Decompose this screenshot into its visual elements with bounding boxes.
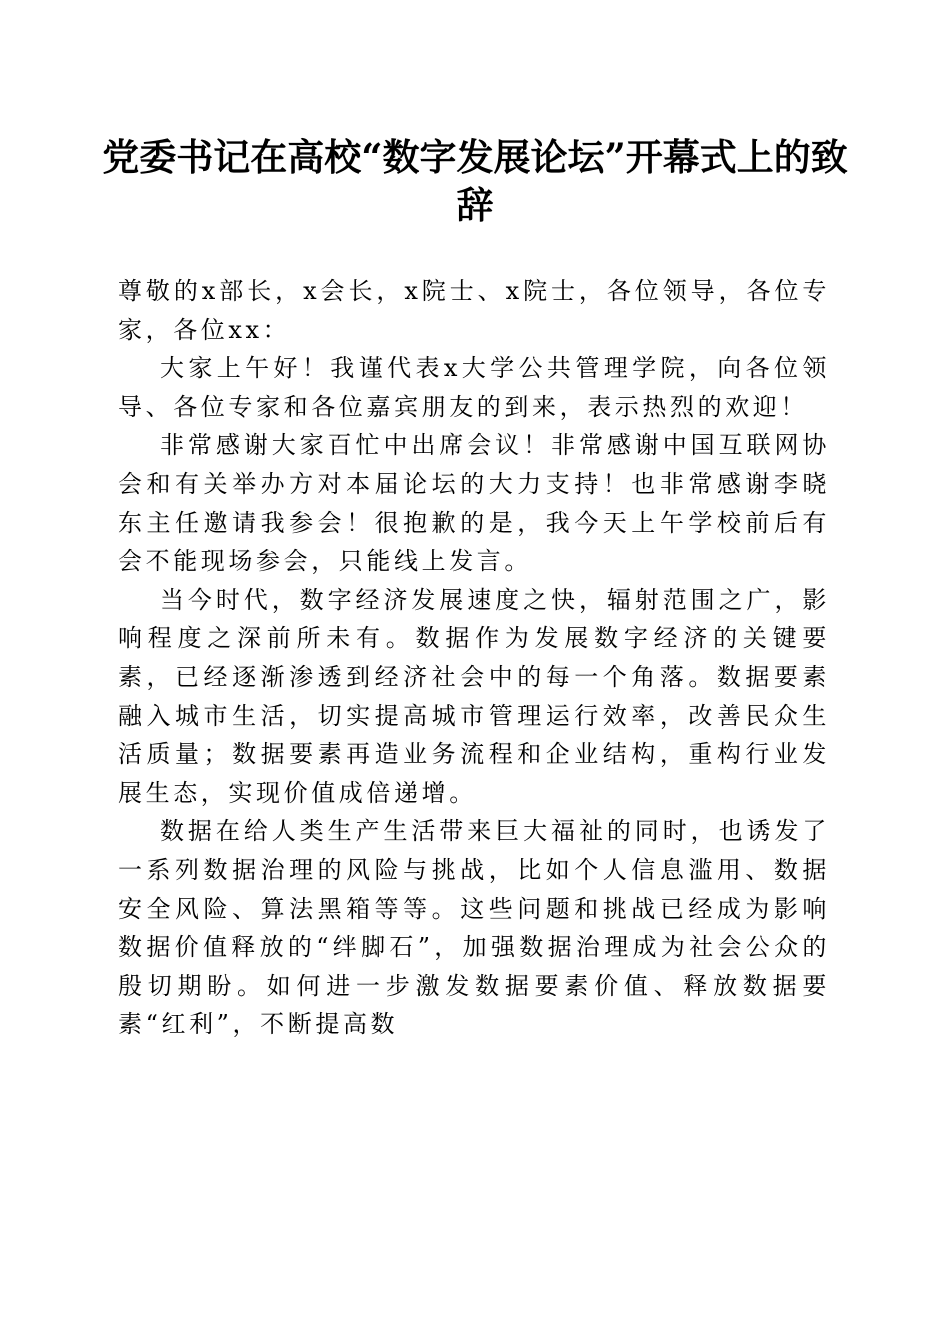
salutation: 尊敬的x部长，x会长，x院士、x院士，各位领导，各位专家，各位xx： (118, 277, 830, 344)
document-title: 党委书记在高校“数字发展论坛”开幕式上的致辞 (102, 135, 848, 227)
paragraph-greeting: 大家上午好！我谨代表x大学公共管理学院，向各位领导、各位专家和各位嘉宾朋友的到来，表示热烈的欢迎！ (118, 354, 830, 421)
paragraph-thanks: 非常感谢大家百忙中出席会议！非常感谢中国互联网协会和有关举办方对本届论坛的大力支持！也非常感谢李晓东主任邀请我参会！很抱歉的是，我今天上午学校前后有会不能现场参会，只能线上发言。 (118, 431, 830, 576)
paragraph-data-governance: 数据在给人类生产生活带来巨大福祉的同时，也诱发了一系列数据治理的风险与挑战，比如个人信息滥用、数据安全风险、算法黑箱等等。这些问题和挑战已经成为影响数据价值释放的“绊脚石”，加强数据治理成为社会公众的殷切期盼。如何进一步激发数据要素价值、释放数据要素“红利”，不断提高数 (118, 817, 830, 1039)
document-body (118, 272, 830, 1044)
paragraph-digital-economy: 当今时代，数字经济发展速度之快，辐射范围之广，影响程度之深前所未有。数据作为发展数字经济的关键要素，已经逐渐渗透到经济社会中的每一个角落。数据要素融入城市生活，切实提高城市管理运行效率，改善民众生活质量；数据要素再造业务流程和企业结构，重构行业发展生态，实现价值成倍递增。 (118, 585, 830, 807)
